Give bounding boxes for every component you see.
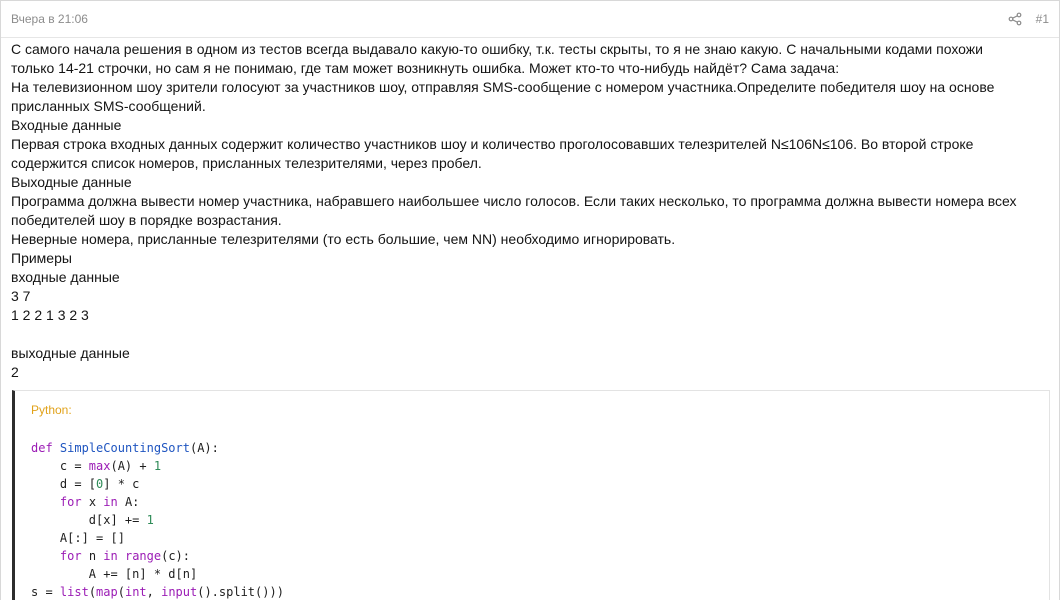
code-token: (c):: [161, 549, 190, 563]
code-token: [53, 441, 60, 455]
post-text-line: содержится список номеров, присланных телезрителями, через пробел.: [11, 155, 482, 171]
code-token-number: 0: [96, 477, 104, 491]
post-text-line: Примеры: [11, 250, 72, 266]
code-token: ,: [146, 585, 162, 599]
post-text-line: С самого начала решения в одном из тестов всегда выдавало какую-то ошибку, т.к. тесты скрыты, то я не знаю какую. С начальными кодами похожи: [11, 41, 983, 57]
code-token: A[:] = []: [31, 531, 125, 545]
post-text-line: 2: [11, 364, 19, 380]
code-token: A:: [117, 495, 140, 509]
code-token: [118, 549, 125, 563]
post-text-line: входные данные: [11, 269, 120, 285]
post-text-line: только 14-21 строчки, но сам я не понимаю, где там может возникнуть ошибка. Может кто-то что-нибудь найдёт? Сама задача:: [11, 60, 840, 76]
post-text-line: Выходные данные: [11, 174, 132, 190]
code-content: [31, 419, 1049, 600]
post-body: [1, 40, 1059, 600]
post-tools: [1008, 12, 1049, 26]
post-text-line: На телевизионном шоу зрители голосуют за участников шоу, отправляя SMS-сообщение с номером участника.Определите победителя шоу на основе: [11, 79, 995, 95]
post-date[interactable]: Вчера в 21:06: [11, 12, 88, 26]
code-token: ().split())): [197, 585, 284, 599]
code-token-keyword: in: [103, 549, 118, 563]
code-language-label: Python:: [31, 403, 72, 417]
post-text-line: Неверные номера, присланные телезрителями (то есть большие, чем NN) необходимо игнорировать.: [11, 231, 676, 247]
code-token-keyword: def: [31, 441, 53, 455]
code-line: [31, 439, 1049, 457]
code-token-keyword: range: [124, 549, 162, 563]
code-token-keyword: int: [124, 585, 147, 599]
code-token: d[x] +=: [31, 513, 147, 527]
code-token: s =: [31, 585, 60, 599]
code-token: (: [117, 585, 125, 599]
code-token-keyword: input: [161, 585, 198, 599]
code-token: (A):: [189, 441, 219, 455]
post-text-line: выходные данные: [11, 345, 130, 361]
code-token-keyword: in: [103, 495, 118, 509]
post-header: [1, 1, 1059, 38]
post-text-line: Первая строка входных данных содержит количество участников шоу и количество проголосовавших телезрителей N≤106N≤106. Во второй строке: [11, 136, 974, 152]
code-token-number: 1: [146, 513, 154, 527]
code-token-number: 1: [153, 459, 162, 473]
post-text-line: победителей шоу в порядке возрастания.: [11, 212, 282, 228]
post-text-line: 1 2 2 1 3 2 3: [11, 307, 89, 323]
code-line: [31, 457, 1049, 475]
code-token-keyword: for: [59, 549, 82, 563]
code-token: A += [n] * d[n]: [31, 567, 198, 581]
code-token: c =: [31, 459, 89, 473]
share-icon[interactable]: [1008, 12, 1022, 26]
code-token-funcname: SimpleCountingSort: [59, 441, 190, 455]
post-text-line: 3 7: [11, 288, 31, 304]
code-token-keyword: max: [88, 459, 111, 473]
post-text-line: Программа должна вывести номер участника, набравшего наибольшее число голосов. Если таких несколько, то программа должна вывести номера всех: [11, 193, 1017, 209]
code-token-keyword: list: [59, 585, 89, 599]
code-token: n: [81, 549, 104, 563]
post-text-line: Входные данные: [11, 117, 122, 133]
post-text: [11, 40, 1049, 382]
post-number-link[interactable]: #1: [1035, 12, 1049, 26]
code-line: [31, 511, 1049, 529]
code-token: [31, 495, 60, 509]
code-token-keyword: for: [59, 495, 82, 509]
post-text-line: [11, 325, 1049, 344]
code-token-keyword: map: [96, 585, 118, 599]
code-line: [31, 583, 1049, 600]
code-line: [31, 475, 1049, 493]
code-token: d = [: [31, 477, 97, 491]
post-text-line: присланных SMS-сообщений.: [11, 98, 206, 114]
code-token: (: [88, 585, 97, 599]
code-token: ] * c: [103, 477, 140, 491]
code-token: (A) +: [110, 459, 154, 473]
code-line: [31, 493, 1049, 511]
code-line: [31, 547, 1049, 565]
code-line: [31, 529, 1049, 547]
code-block: [12, 390, 1050, 600]
code-token: [31, 549, 60, 563]
code-token: x: [81, 495, 104, 509]
code-line: [31, 565, 1049, 583]
